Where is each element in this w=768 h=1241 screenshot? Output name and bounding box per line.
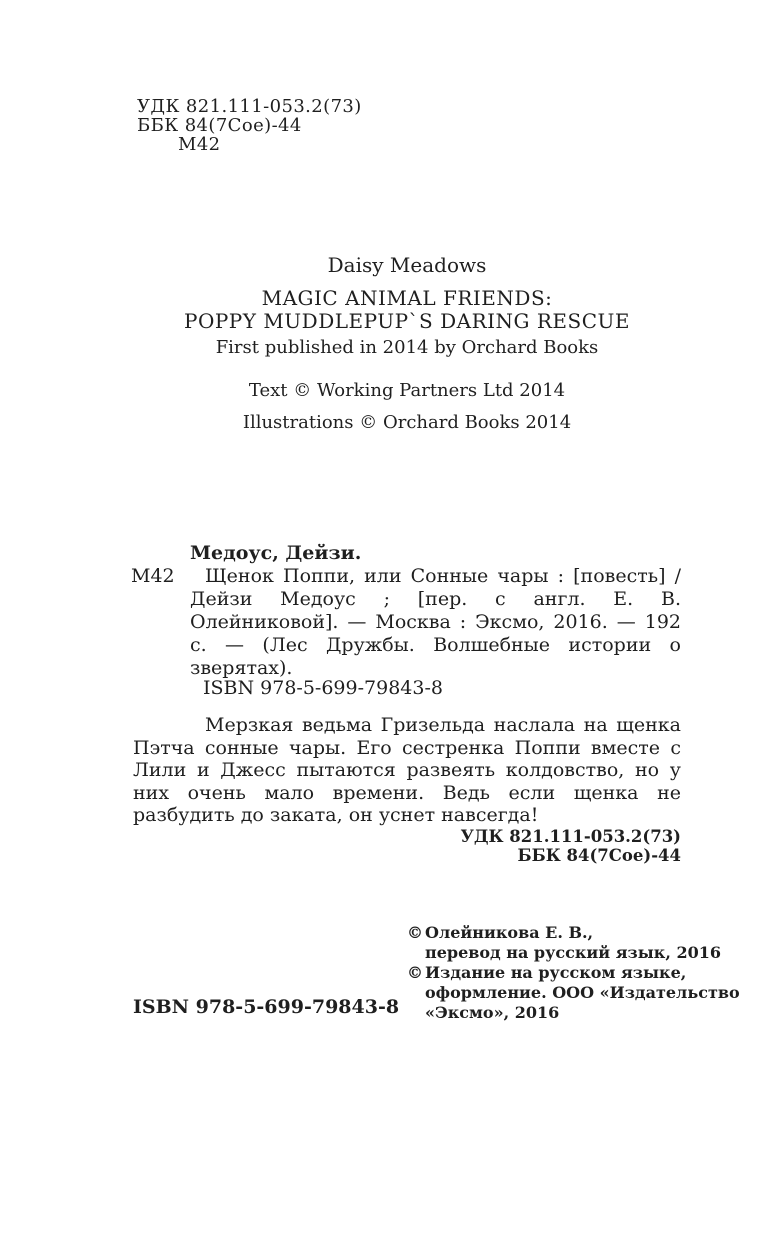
copyright-line: перевод на русский язык, 2016 — [425, 943, 721, 962]
catalog-card — [133, 542, 681, 865]
author-name: Daisy Meadows — [327, 253, 487, 277]
imprint-copyright-block — [407, 923, 740, 1023]
classification-block — [137, 97, 362, 154]
book-title — [110, 287, 704, 333]
copyright-line: «Эксмо», 2016 — [425, 1003, 560, 1022]
annotation-paragraph: Мерзкая ведьма Гризельда наслала на щенка Пэтча сонные чары. Его сестренка Поппи вместе с Лили и Джесс пытаются развеять колдовство, но у них очень мало времени. Ведь если щенка не разбудить до заката, он уснет навсегда! — [133, 714, 681, 826]
copyright-entry-translator — [407, 923, 721, 963]
author-sign: М42 — [178, 134, 221, 155]
catalog-author-heading: Медоус, Дейзи. — [190, 542, 362, 564]
title-block — [110, 253, 704, 433]
bbk-code: ББК 84(7Сое)-44 — [137, 115, 302, 136]
copyright-entry-lines — [425, 963, 740, 1023]
book-title-line-1: MAGIC ANIMAL FRIENDS: — [261, 286, 553, 310]
copyright-entry-lines — [425, 923, 721, 963]
udc-code-bold: УДК 821.111-053.2(73) — [460, 827, 681, 846]
copyright-symbol: © — [407, 923, 423, 942]
classification-codes-right — [133, 828, 681, 865]
udc-code: УДК 821.111-053.2(73) — [137, 96, 362, 117]
bbk-code-bold: ББК 84(7Сое)-44 — [517, 845, 681, 865]
copyright-line: Издание на русском языке, — [425, 963, 687, 982]
imprint-isbn: ISBN 978-5-699-79843-8 — [133, 996, 400, 1018]
book-title-line-2: POPPY MUDDLEPUP`S DARING RESCUE — [184, 309, 630, 333]
catalog-isbn: ISBN 978-5-699-79843-8 — [203, 677, 443, 699]
bibliographic-entry-row — [131, 565, 681, 679]
illustrations-copyright-note: Illustrations © Orchard Books 2014 — [242, 412, 572, 433]
copyright-symbol: © — [407, 963, 423, 982]
copyright-line: Олейникова Е. В., — [425, 923, 594, 942]
text-copyright-note: Text © Working Partners Ltd 2014 — [248, 380, 566, 401]
catalog-author-sign: М42 — [131, 565, 175, 587]
bibliographic-entry: Щенок Поппи, или Сонные чары : [повесть] / Дейзи Медоус ; [пер. с англ. Е. В. Олейниковой]. — Москва : Эксмо, 2016. — 192 с. — (Лес Дружбы. Волшебные истории о зверятах). — [190, 565, 681, 679]
first-published-note: First published in 2014 by Orchard Books — [215, 337, 599, 358]
copyright-line: оформление. ООО «Издательство — [425, 983, 740, 1002]
copyright-entry-publisher — [407, 963, 740, 1023]
